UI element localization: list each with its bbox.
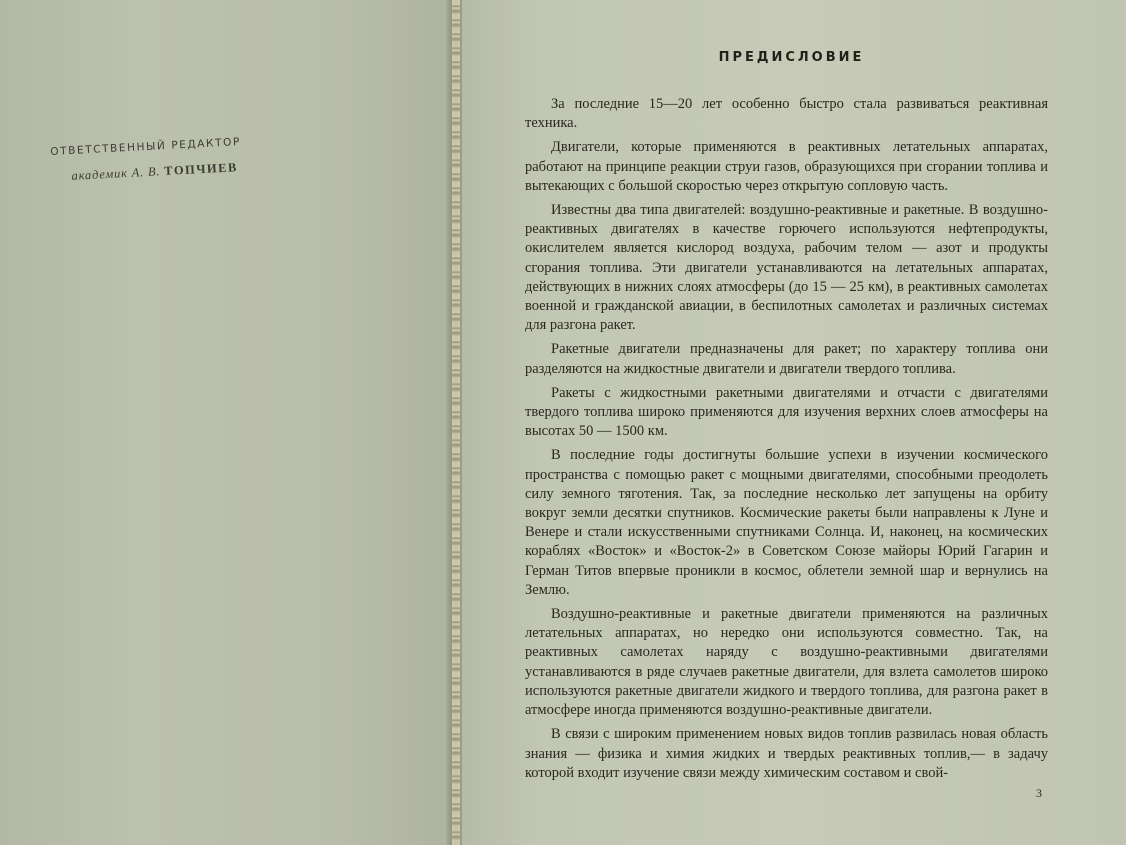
left-page: [0, 0, 452, 845]
binding-edge: [452, 0, 460, 845]
paragraph-2: Двигатели, которые применяются в реактивных летательных аппаратах, работают на принципе реакции струи газов, образующихся при сгорании топлива и вытекающих с большой скоростью через открытую сопловую часть.: [525, 139, 1048, 194]
page-number: 3: [1036, 786, 1042, 800]
paragraph-6: В последние годы достигнуты большие успехи в изучении космического пространства с помощью ракет с мощными двигателями, способными преодолеть силу земного тяготения. Так, за последние несколько лет запущены на орбиту вокруг земли десятки спутников. Космические ракеты были направлены к Луне и Венере и стали искусственными спутниками Солнца. И, наконец, на космических кораблях «Восток» и «Восток-2» в Советском Союзе майоры Юрий Гагарин и Герман Титов впервые проникли в космос, облетели земной шар и вернулись на Землю.: [525, 447, 1048, 598]
paragraph-4: Ракетные двигатели предназначены для ракет; по характеру топлива они разделяются на жидкостные двигатели и двигатели твердого топлива.: [525, 341, 1048, 377]
paragraph-1: За последние 15—20 лет особенно быстро стала развиваться реактивная техника.: [525, 96, 1048, 132]
paragraph-5: Ракеты с жидкостными ракетными двигателями и отчасти с двигателями твердого топлива широко применяются для изучения верхних слоев атмосферы на высотах 50 — 1500 км.: [525, 384, 1048, 440]
editor-credit: [50, 130, 352, 185]
paragraph-3: Известны два типа двигателей: воздушно-реактивные и ракетные. В воздушно-реактивных двигателях в качестве горючего используются нефтепродукты, окислителем является кислород воздуха, рабочим телом — азот и продукты сгорания топлива. Эти двигатели устанавливаются на летательных аппаратах, действующих в нижних слоях атмосферы (до 15 — 25 км), в реактивных самолетах военной и гражданской авиации, в беспилотных самолетах и различных системах для разгона ракет.: [525, 202, 1048, 334]
editor-surname: ТОПЧИЕВ: [163, 160, 239, 179]
paragraph-7: Воздушно-реактивные и ракетные двигатели применяются на различных летательных аппаратах, но нередко они используются совместно. Так, на реактивных самолетах наряду с воздушно-реактивными двигателями устанавливаются в ряде случаев ракетные двигатели, для взлета самолетов широко используются ракетные двигатели жидкого и твердого топлива, для разгона ракет в атмосфере иногда применяются воздушно-реактивные двигатели.: [525, 606, 1048, 719]
page-title: ПРЕДИСЛОВИЕ: [718, 50, 865, 65]
paragraph-8: В связи с широким применением новых видов топлив развилась новая область знания — физика и химия жидких и твердых реактивных топлив,— в задачу которой входит изучение связи между химическим составом и свой-: [525, 726, 1048, 781]
editor-name: [71, 154, 351, 184]
editor-role: ОТВЕТСТВЕННЫЙ РЕДАКТОР: [50, 136, 242, 158]
editor-title: академик А. В.: [71, 164, 161, 183]
preface-content: [525, 50, 1048, 788]
